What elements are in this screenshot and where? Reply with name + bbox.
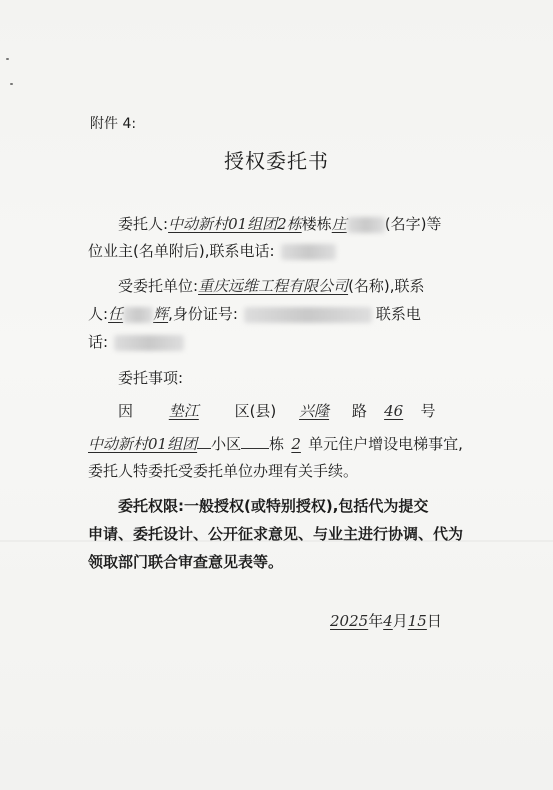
principal-phone-label: 位业主(名单附后),联系电话: [88,242,275,260]
agent-phone-label-cont: 话: [88,333,109,351]
handwritten-month: 4 [383,612,393,630]
matters-line-1 [118,400,435,421]
handwritten-contact-surname: 任 [108,305,124,323]
date-month-label: 月 [392,612,408,630]
paper-speck [6,58,9,60]
principal-line-2 [88,240,336,261]
matters-line-2 [88,433,463,454]
paper-speck [10,83,13,85]
principal-building-text: 楼栋 [301,215,332,233]
matters-text-building: 栋 [269,435,285,453]
matters-text-road: 路 [351,402,367,420]
redacted-name [347,217,385,233]
agent-contact-label: 人: [88,305,109,323]
handwritten-agent-company: 重庆远维工程有限公司 [198,277,349,295]
agent-company-suffix: (名称),联系 [348,277,425,295]
matters-text-district: 区(县) [234,402,277,420]
principal-label: 委托人: [118,215,169,233]
handwritten-contact-given: 辉 [153,305,169,323]
document-title: 授权委托书 [224,149,329,173]
matters-text-number: 号 [420,402,436,420]
handwritten-principal-name: 庄 [331,215,347,233]
blank-underline [197,434,211,449]
scope-line-1: 委托权限:一般授权(或特别授权),包括代为提交 [118,497,429,515]
matters-text-unit: 单元住户增设电梯事宜, [308,435,463,453]
date-line [330,610,442,631]
scope-line-3: 领取部门联合审查意见表等。 [88,553,284,571]
redacted-contact-name [123,307,153,323]
handwritten-number: 46 [384,402,404,420]
date-year-label: 年 [368,612,384,630]
attachment-label: 附件 4: [90,116,137,132]
handwritten-road: 兴隆 [299,402,330,420]
principal-name-suffix: (名字)等 [384,215,442,233]
blank-building-underline [241,434,269,449]
agent-phone-label: 联系电 [375,305,421,323]
agent-line-1 [118,275,425,296]
redacted-agent-phone [114,335,184,351]
matters-text-community: 小区 [211,435,242,453]
redacted-phone [281,244,336,260]
redacted-id-number [244,307,372,323]
handwritten-year: 2025 [330,612,369,630]
handwritten-unit: 2 [291,435,301,453]
handwritten-principal-address: 中动新村01组团2栋 [168,215,302,233]
principal-line-1 [118,213,441,234]
agent-line-2 [88,303,421,324]
matters-line-3: 委托人特委托受委托单位办理有关手续。 [88,462,359,480]
agent-id-label: ,身份证号: [168,305,238,323]
matters-heading: 委托事项: [118,369,184,387]
handwritten-community: 中动新村01组团 [88,435,198,453]
handwritten-district: 垫江 [168,402,199,420]
handwritten-day: 15 [407,612,427,630]
matters-text-because: 因 [118,402,134,420]
agent-label: 受委托单位: [118,277,199,295]
agent-line-3 [88,331,184,352]
scope-line-2: 申请、委托设计、公开征求意见、与业主进行协调、代为 [88,525,464,543]
date-day-label: 日 [426,612,442,630]
